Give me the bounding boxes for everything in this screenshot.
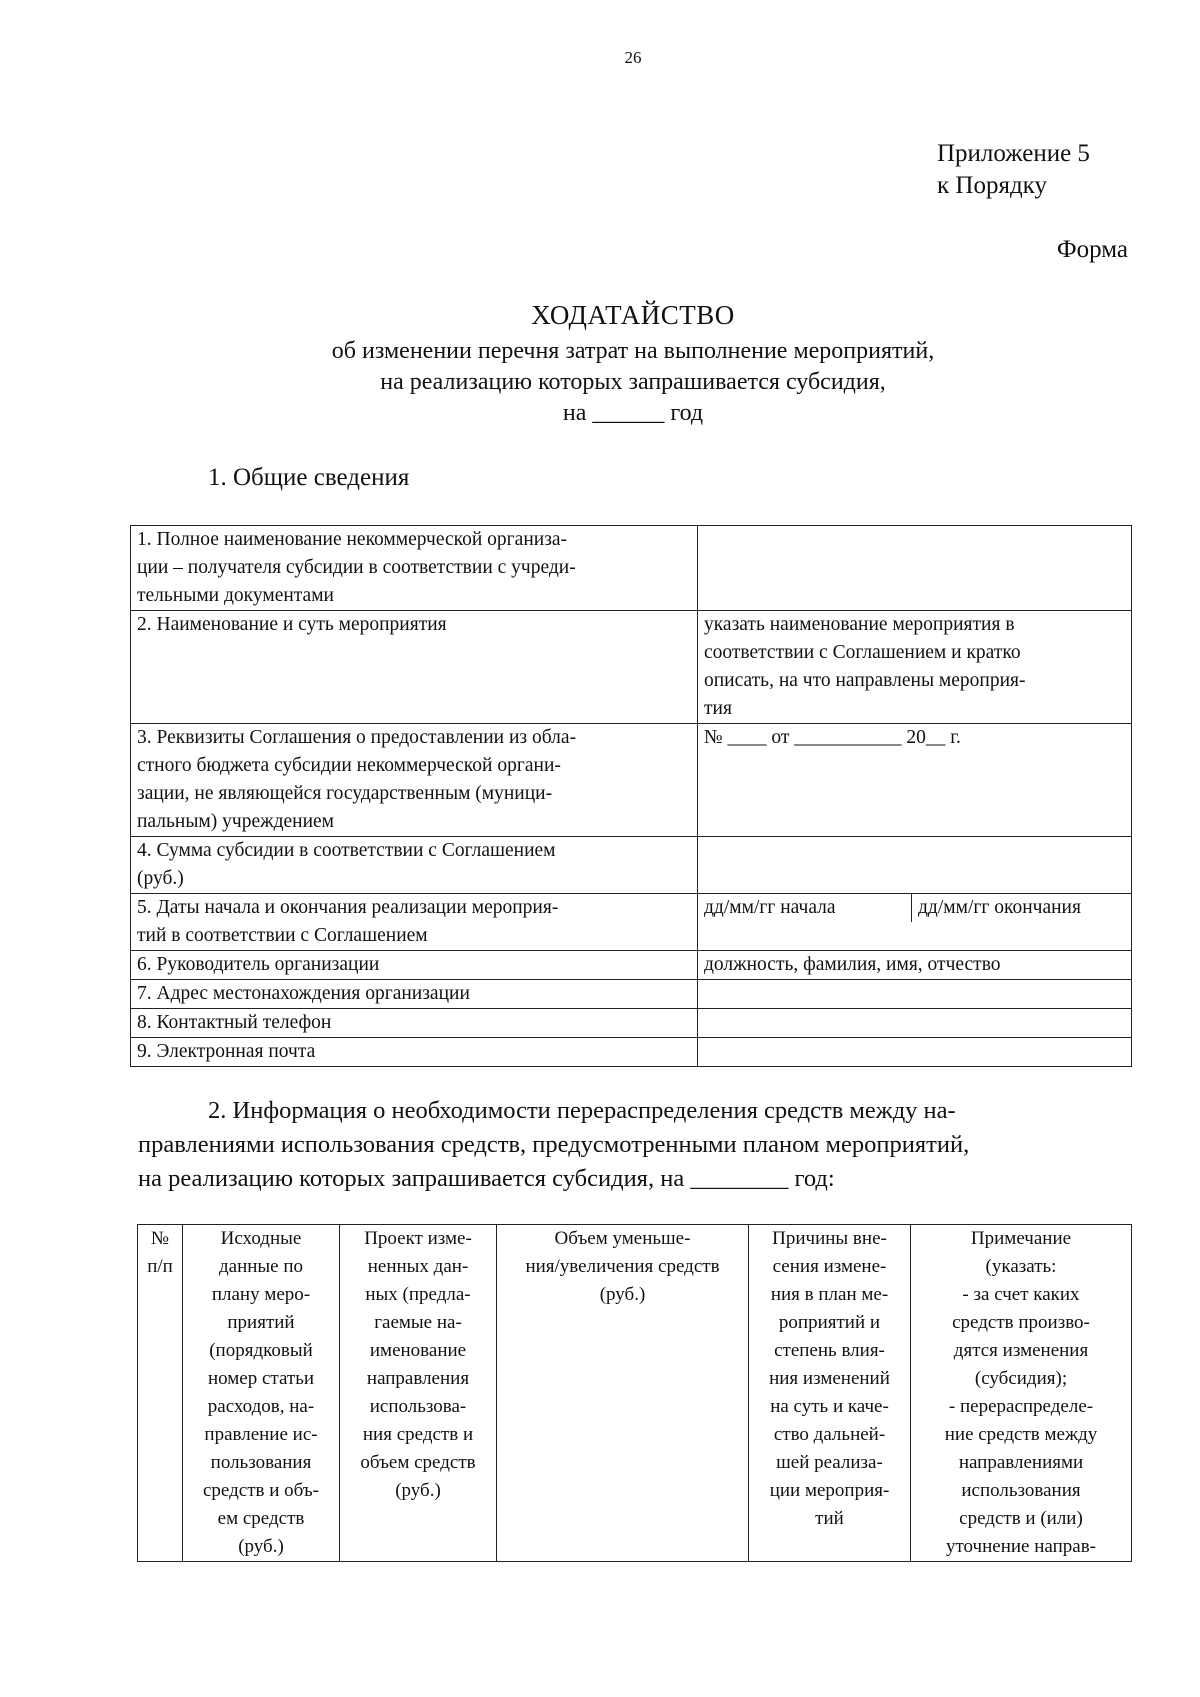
date-end-field: дд/мм/гг окончания — [918, 897, 1081, 918]
table-row — [131, 724, 1132, 837]
form-label: Форма — [1056, 236, 1128, 263]
column-header-original-data: Исходные данные по плану меро- приятий (порядковый номер статьи расходов, на- правление ис- пользования средств и объ- ем средств (руб.) — [183, 1225, 340, 1562]
table-row — [131, 837, 1132, 894]
row-value — [698, 1009, 1132, 1038]
row-label: 7. Адрес местонахождения организации — [131, 980, 698, 1009]
general-info-table — [130, 525, 1132, 1067]
row-value — [698, 980, 1132, 1009]
document-subtitle — [0, 336, 1200, 429]
subtitle-line-2: на реализацию которых запрашивается субсидия, — [380, 369, 886, 395]
table-row — [131, 894, 1132, 951]
section2-line-1: 2. Информация о необходимости перераспределения средств между на- — [208, 1097, 956, 1124]
table-row — [131, 1038, 1132, 1067]
document-title: ХОДАТАЙСТВО — [531, 300, 735, 330]
table-row — [131, 1009, 1132, 1038]
row-label: 3. Реквизиты Соглашения о предоставлении из обла- стного бюджета субсидии некоммерческой органи- зации, не являющейся государственным (муници- пальным) учреждением — [131, 724, 698, 837]
section1-heading: 1. Общие сведения — [208, 464, 410, 491]
redistribution-table — [137, 1224, 1132, 1562]
row-value: должность, фамилия, имя, отчество — [698, 951, 1132, 980]
row-label: 5. Даты начала и окончания реализации мероприя- тий в соответствии с Соглашением — [131, 894, 698, 951]
column-header-note: Примечание (указать: - за счет каких средств произво- дятся изменения (субсидия); - перераспределе- ние средств между направлениями использования средств и (или) уточнение направ- — [911, 1225, 1132, 1562]
row-label: 2. Наименование и суть мероприятия — [131, 611, 698, 724]
table-row — [131, 526, 1132, 611]
column-header-reasons: Причины вне- сения измене- ния в план ме- роприятий и степень влия- ния изменений на суть и каче- ство дальней- шей реализа- ции мероприя- тий — [749, 1225, 911, 1562]
section2-text — [138, 1094, 1128, 1196]
column-header-proposed-data: Проект изме- ненных дан- ных (предла- гаемые на- именование направления использова- ния средств и объем средств (руб.) — [340, 1225, 497, 1562]
row-value: указать наименование мероприятия в соответствии с Соглашением и кратко описать, на что направлены мероприя- тия — [698, 611, 1132, 724]
appendix-line-2: к Порядку — [937, 172, 1047, 199]
appendix-reference — [937, 138, 1090, 202]
row-label: 1. Полное наименование некоммерческой организа- ции – получателя субсидии в соответствии с учреди- тельными документами — [131, 526, 698, 611]
column-header-change-amount: Объем уменьше- ния/увеличения средств (руб.) — [497, 1225, 749, 1562]
table-header-row — [138, 1225, 1132, 1562]
row-label: 4. Сумма субсидии в соответствии с Соглашением (руб.) — [131, 837, 698, 894]
row-label: 9. Электронная почта — [131, 1038, 698, 1067]
table-row — [131, 611, 1132, 724]
table-row — [131, 951, 1132, 980]
appendix-line-1: Приложение 5 — [937, 140, 1090, 167]
row-value — [698, 526, 1132, 611]
row-value: № ____ от ___________ 20__ г. — [698, 724, 1132, 837]
section2-line-3: на реализацию которых запрашивается субсидия, на ________ год: — [138, 1165, 835, 1192]
row-label: 8. Контактный телефон — [131, 1009, 698, 1038]
row-value — [698, 837, 1132, 894]
row-value-dates — [698, 894, 1132, 951]
row-value — [698, 1038, 1132, 1067]
section2-line-2: правлениями использования средств, предусмотренными планом мероприятий, — [138, 1131, 970, 1158]
subtitle-line-1: об изменении перечня затрат на выполнение мероприятий, — [331, 338, 935, 364]
table-row — [131, 980, 1132, 1009]
column-header-number: № п/п — [138, 1225, 183, 1562]
subtitle-line-3: на ______ год — [562, 400, 704, 426]
date-start-field: дд/мм/гг начала — [704, 894, 912, 922]
page-number: 26 — [624, 48, 642, 67]
row-label: 6. Руководитель организации — [131, 951, 698, 980]
